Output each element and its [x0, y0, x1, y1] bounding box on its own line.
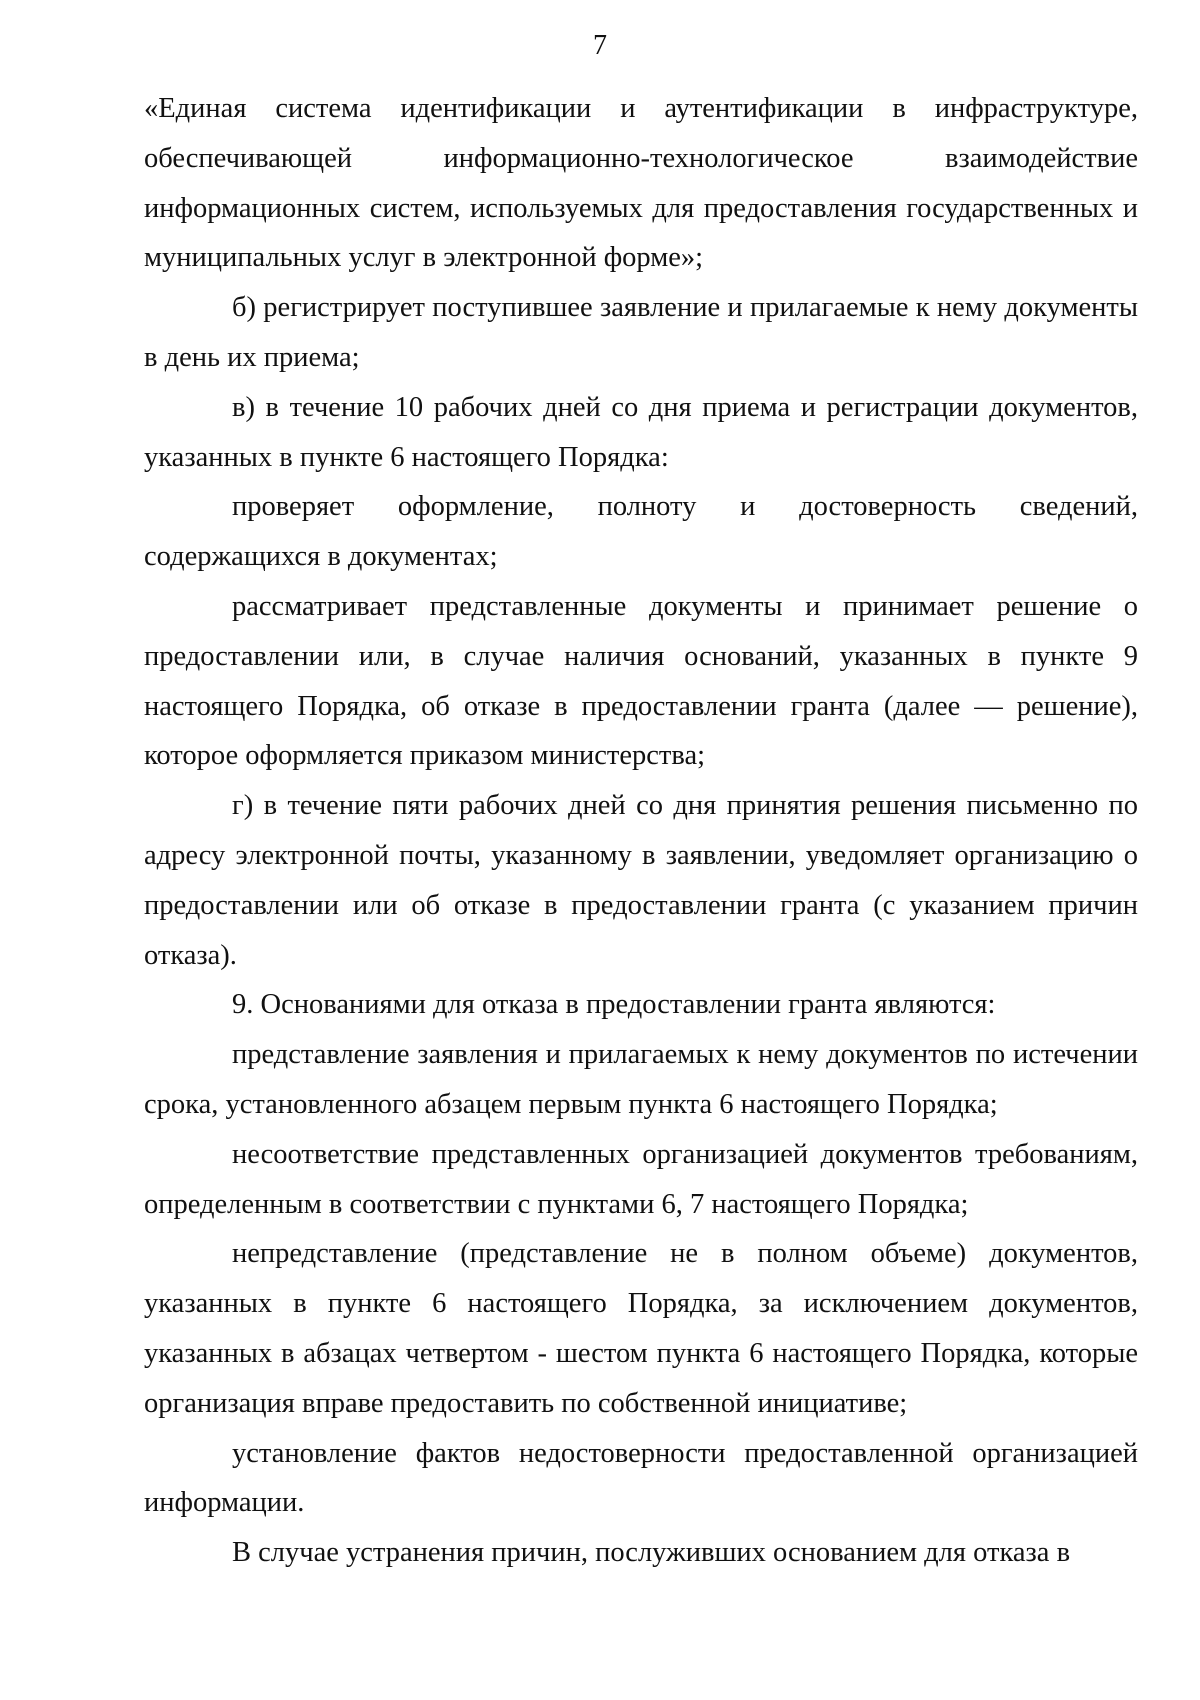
paragraph-section-9: 9. Основаниями для отказа в предоставлении гранта являются:	[232, 989, 996, 1021]
paragraph-incomplete-documents: непредставление (представление не в полном объеме) документов, указанных в пункте 6 настоящего Порядка, за исключением документов, указанных в абзацах четвертом - шестом пункта 6 настоящего Порядка, которые организация вправе предоставить по собственной инициативе;	[144, 1238, 1138, 1419]
paragraph-item-g: г) в течение пяти рабочих дней со дня принятия решения письменно по адресу электронной почты, указанному в заявлении, уведомляет организацию о предоставлении или об отказе в предоставлении гранта (с указанием причин отказа).	[144, 790, 1138, 971]
paragraph-resubmission: В случае устранения причин, послуживших основанием для отказа в	[232, 1537, 1071, 1569]
paragraph-late-submission: представление заявления и прилагаемых к нему документов по истечении срока, установленного абзацем первым пункта 6 настоящего Порядка;	[144, 1039, 1138, 1120]
paragraph-false-information: установление фактов недостоверности предоставленной организацией информации.	[144, 1437, 1138, 1519]
paragraph-checks: проверяет оформление, полноту и достоверность сведений, содержащихся в документах;	[144, 491, 1138, 573]
document-body	[144, 84, 1138, 1578]
paragraph-item-v: в) в течение 10 рабочих дней со дня приема и регистрации документов, указанных в пункте 6 настоящего Порядка:	[144, 391, 1138, 473]
paragraph-item-b: б) регистрирует поступившее заявление и прилагаемые к нему документы в день их приема;	[144, 292, 1138, 373]
paragraph-esia-continuation: «Единая система идентификации и аутентификации в инфраструктуре, обеспечивающей информационно-технологическое взаимодействие информационных систем, используемых для предоставления государственных и муниципальных услуг в электронной форме»;	[144, 93, 1138, 274]
page-number: 7	[593, 30, 607, 61]
paragraph-non-compliance: несоответствие представленных организацией документов требованиям, определенным в соответствии с пунктами 6, 7 настоящего Порядка;	[144, 1138, 1138, 1220]
paragraph-decision: рассматривает представленные документы и принимает решение о предоставлении или, в случае наличия оснований, указанных в пункте 9 настоящего Порядка, об отказе в предоставлении гранта (далее — решение), которое оформляется приказом министерства;	[144, 590, 1138, 772]
